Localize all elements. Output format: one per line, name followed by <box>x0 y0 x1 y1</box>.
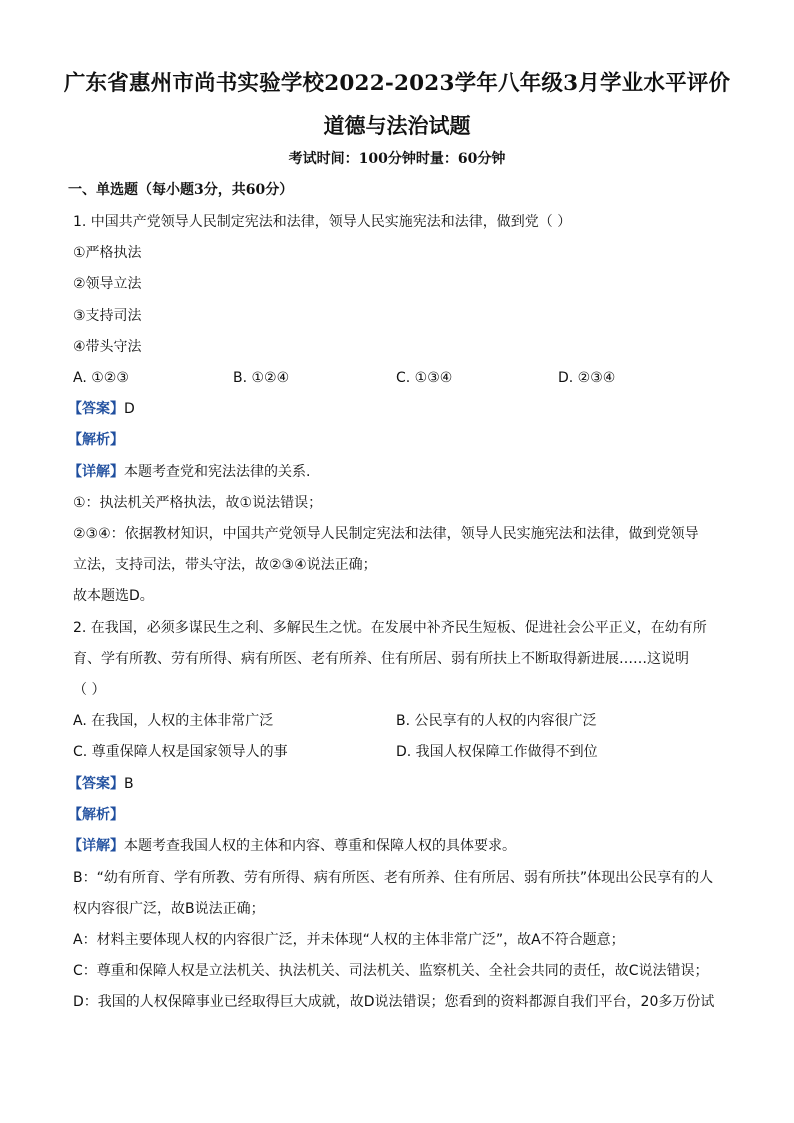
q2-answer: B <box>124 776 134 792</box>
q2-explain-line-3: A：材料主要体现人权的内容很广泛，并未体现“人权的主体非常广泛”，故A不符合题意； <box>73 932 625 948</box>
q1-option-d: D. ②③④ <box>558 370 616 386</box>
q2-explain-line-1: B：“幼有所育、学有所教、劳有所得、病有所医、老有所养、住有所居、弱有所扶”体现出公民享有的人 <box>73 870 714 886</box>
q2-option-b: B. 公民享有的人权的内容很广泛 <box>396 713 597 729</box>
q2-stem-line-2: 育、学有所教、劳有所得、病有所医、老有所养、住有所居、弱有所扶上不断取得新进展……这说明 <box>73 651 689 667</box>
q2-detail: 本题考查我国人权的主体和内容、尊重和保障人权的具体要求。 <box>124 838 516 854</box>
q1-explain-line-2: ②③④：依据教材知识，中国共产党领导人民制定宪法和法律，领导人民实施宪法和法律，做到党领导 <box>73 526 699 542</box>
q1-stem: 1. 中国共产党领导人民制定宪法和法律，领导人民实施宪法和法律，做到党（ ） <box>73 214 572 230</box>
answer-label: 【答案】 <box>68 776 124 792</box>
q1-explain-line-4: 故本题选D。 <box>73 588 154 604</box>
analysis-label: 【解析】 <box>68 807 124 823</box>
q2-explain-line-5: D：我国的人权保障事业已经取得巨大成就，故D说法错误；您看到的资料都源自我们平台，20多万份试 <box>73 994 715 1010</box>
q2-stem-line-1: 2. 在我国，必须多谋民生之利、多解民生之忧。在发展中补齐民生短板、促进社会公平正义，在幼有所 <box>73 620 707 636</box>
q1-detail-row <box>68 462 310 482</box>
q1-answer: D <box>124 401 135 417</box>
section-heading: 一、单选题（每小题3分，共60分） <box>68 182 294 198</box>
q1-item-1: ①严格执法 <box>73 245 142 261</box>
q1-analysis-label <box>68 430 124 450</box>
detail-label: 【详解】 <box>68 838 124 854</box>
q2-explain-line-2: 权内容很广泛，故B说法正确； <box>73 901 265 917</box>
q2-detail-row <box>68 836 516 856</box>
q1-explain-line-3: 立法，支持司法，带头守法，故②③④说法正确； <box>73 557 377 573</box>
q1-option-b: B. ①②④ <box>233 370 290 386</box>
detail-label: 【详解】 <box>68 464 124 480</box>
document-subtitle: 道德与法治试题 <box>323 113 471 138</box>
answer-label: 【答案】 <box>68 401 124 417</box>
q2-answer-row <box>68 774 134 794</box>
q1-item-2: ②领导立法 <box>73 276 142 292</box>
q1-item-4: ④带头守法 <box>73 339 142 355</box>
q1-item-3: ③支持司法 <box>73 308 142 324</box>
q1-answer-row <box>68 399 135 419</box>
q2-option-a: A. 在我国，人权的主体非常广泛 <box>73 713 274 729</box>
q1-option-c: C. ①③④ <box>396 370 453 386</box>
q1-option-a: A. ①②③ <box>73 370 129 386</box>
document-title: 广东省惠州市尚书实验学校2022-2023学年八年级3月学业水平评价 <box>63 71 731 96</box>
q2-analysis-label <box>68 805 124 825</box>
q1-detail: 本题考查党和宪法法律的关系. <box>124 464 311 480</box>
q2-option-d: D. 我国人权保障工作做得不到位 <box>396 744 598 760</box>
exam-time-info: 考试时间：100分钟时量：60分钟 <box>288 151 506 167</box>
q2-option-c: C. 尊重保障人权是国家领导人的事 <box>73 744 288 760</box>
q1-explain-line-1: ①：执法机关严格执法，故①说法错误； <box>73 495 323 511</box>
q2-explain-line-4: C：尊重和保障人权是立法机关、执法机关、司法机关、监察机关、全社会共同的责任，故C说法错误； <box>73 963 709 979</box>
q2-stem-line-3: （ ） <box>73 682 106 698</box>
analysis-label: 【解析】 <box>68 432 124 448</box>
